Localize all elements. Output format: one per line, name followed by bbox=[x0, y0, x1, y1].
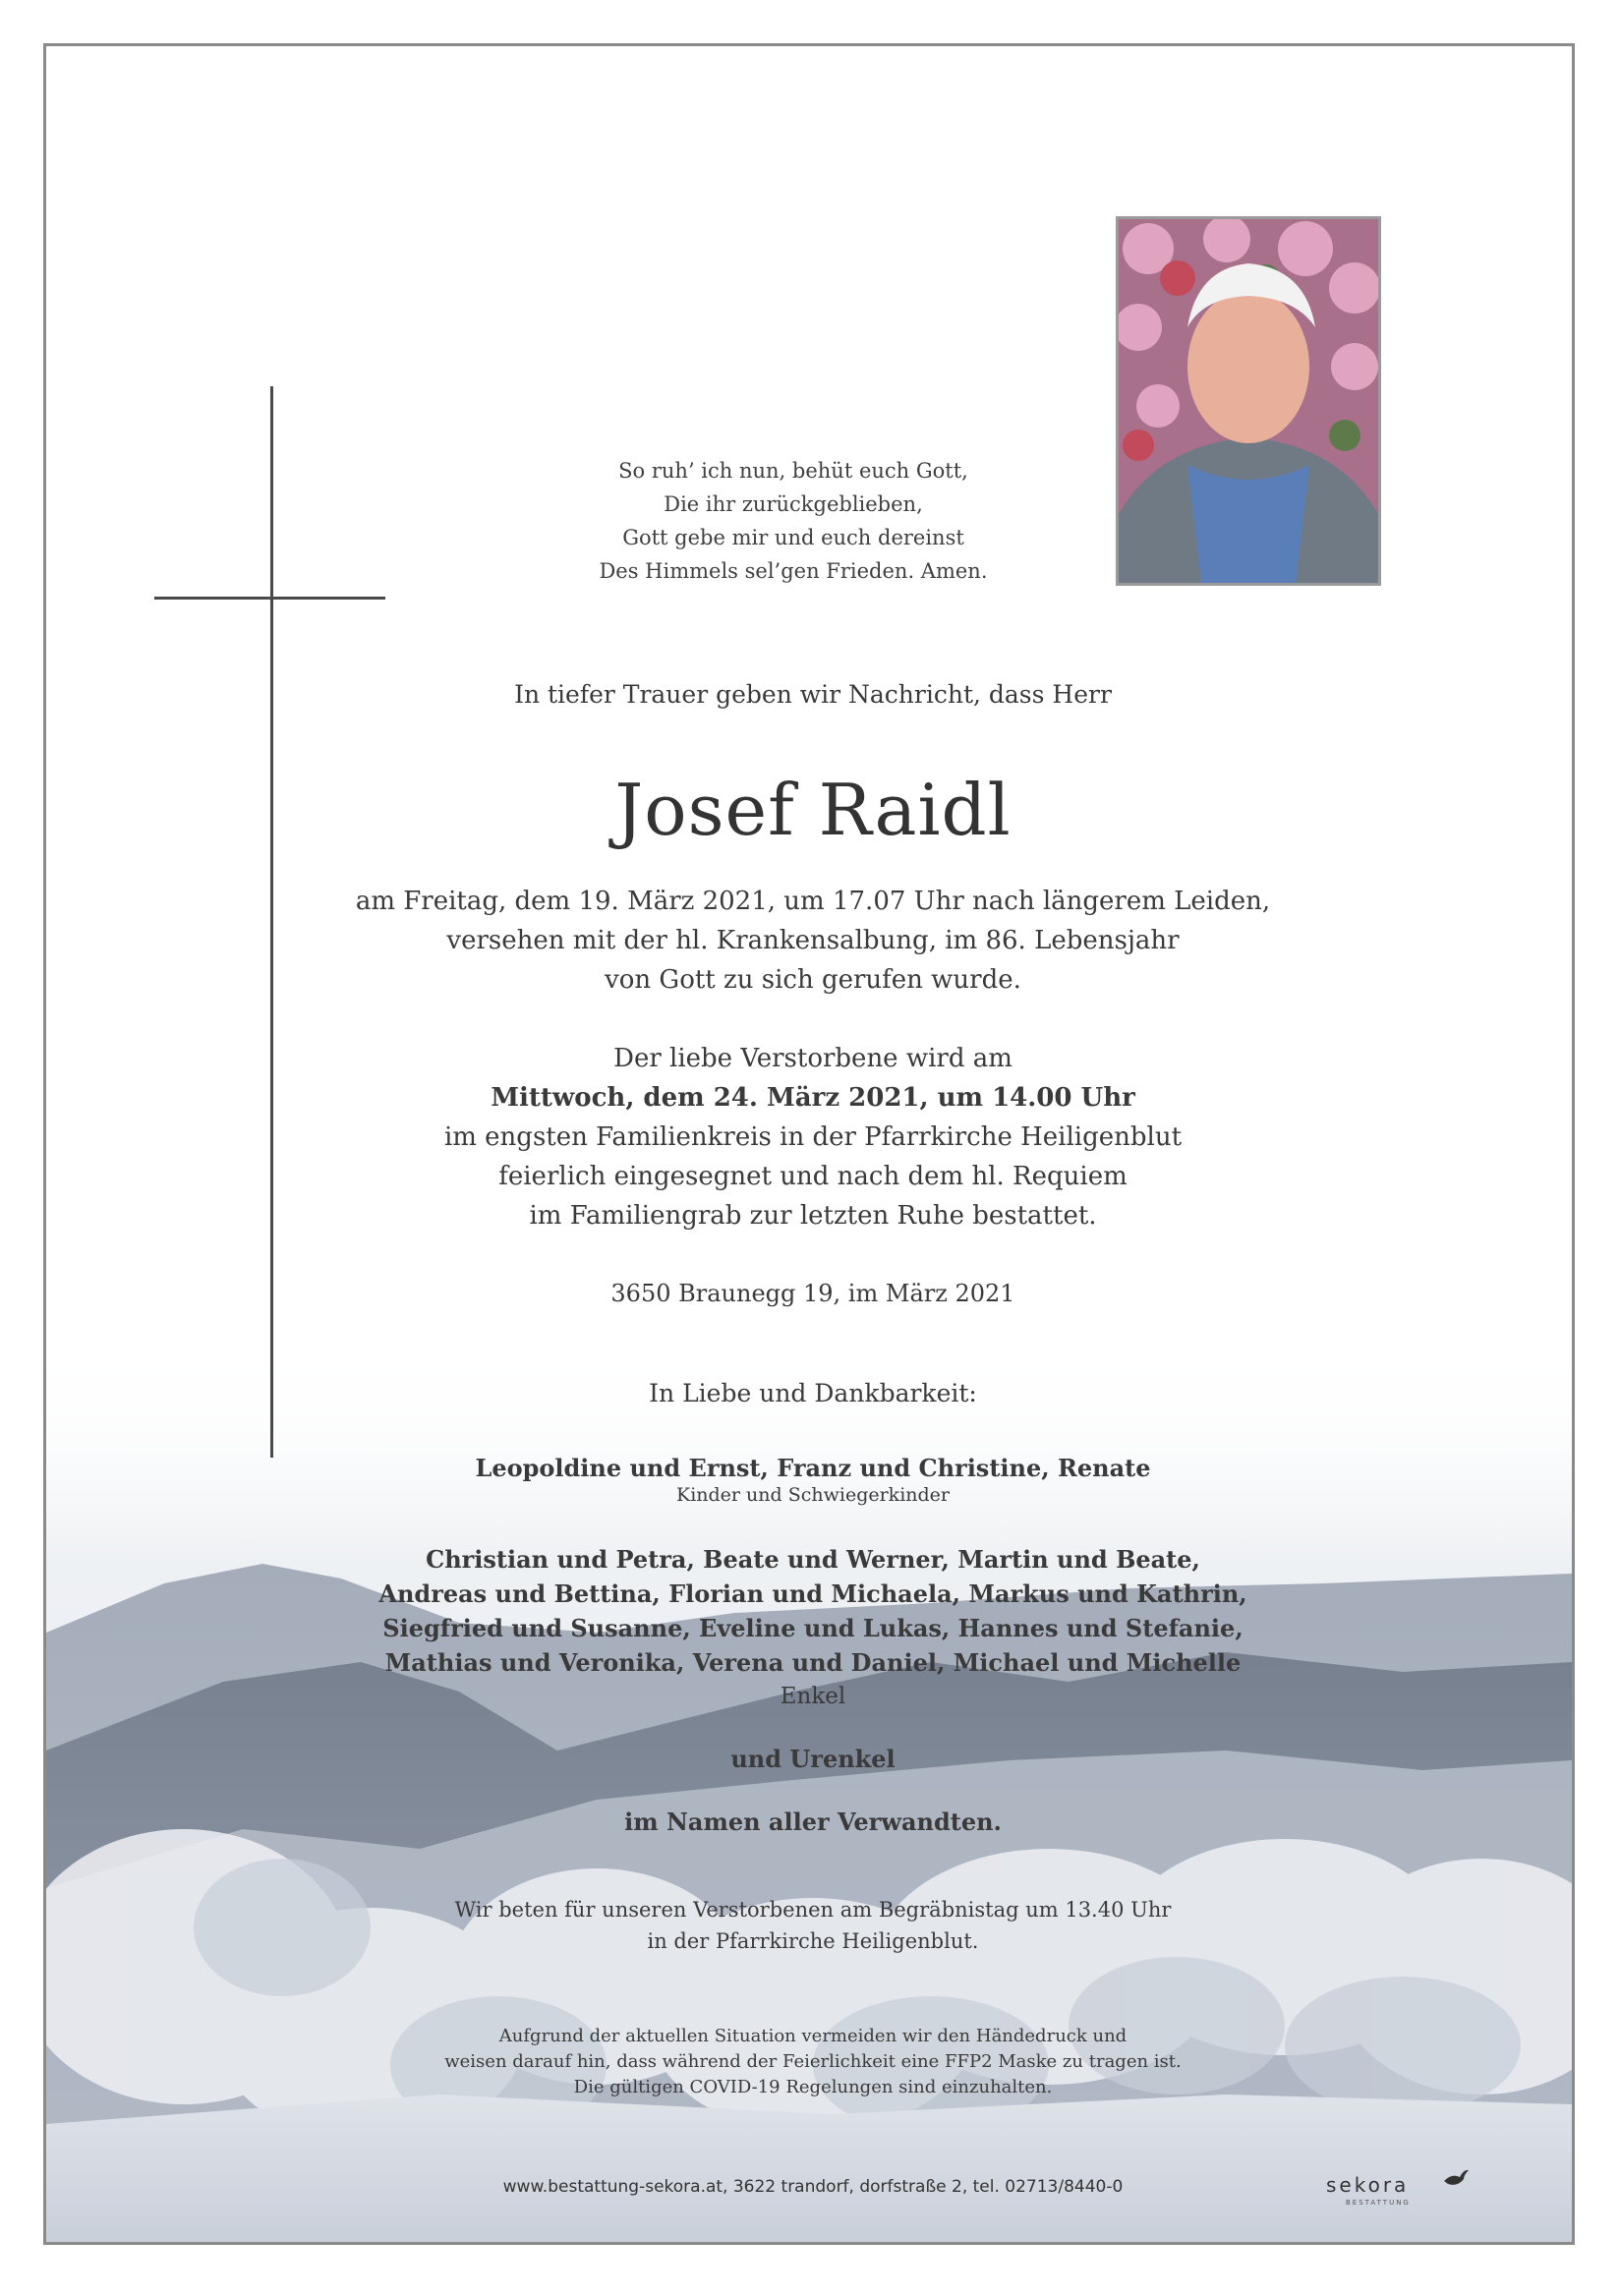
children-names: Leopoldine und Ernst, Franz und Christine, Renate bbox=[475, 1454, 1151, 1482]
passing-notice bbox=[46, 882, 1575, 1000]
grandchildren-line: Siegfried und Susanne, Eveline und Lukas, Hannes und Stefanie, bbox=[382, 1614, 1244, 1642]
funeral-line: Der liebe Verstorbene wird am bbox=[613, 1044, 1012, 1073]
passing-line: versehen mit der hl. Krankensalbung, im 86. Lebensjahr bbox=[446, 926, 1180, 955]
bird-icon bbox=[1442, 2167, 1470, 2189]
poem-line: Die ihr zurückgeblieben, bbox=[664, 492, 923, 516]
passing-line: von Gott zu sich gerufen wurde. bbox=[605, 965, 1021, 995]
funeral-line: feierlich eingesegnet und nach dem hl. Requiem bbox=[498, 1162, 1128, 1191]
covid-notice bbox=[46, 2024, 1575, 2100]
cross-horizontal-bar bbox=[154, 597, 385, 600]
prayer-line: in der Pfarrkirche Heiligenblut. bbox=[647, 1929, 979, 1953]
covid-line: Aufgrund der aktuellen Situation vermeiden wir den Händedruck und bbox=[498, 2026, 1128, 2046]
relatives-line: im Namen aller Verwandten. bbox=[624, 1808, 1002, 1836]
portrait-photo bbox=[1116, 216, 1381, 586]
sekora-logo-sub: BESTATTUNG bbox=[1346, 2199, 1411, 2207]
poem-line: Gott gebe mir und euch dereinst bbox=[622, 526, 964, 549]
grandchildren-line: Andreas und Bettina, Florian und Michaela, Markus und Kathrin, bbox=[378, 1579, 1247, 1608]
grandchildren-block bbox=[46, 1542, 1575, 1714]
poem-line: So ruh’ ich nun, behüt euch Gott, bbox=[618, 459, 968, 483]
thanks-heading: In Liebe und Dankbarkeit: bbox=[649, 1379, 977, 1407]
grandchildren-line: Mathias und Veronika, Verena und Daniel, Michael und Michelle bbox=[384, 1648, 1242, 1677]
funeral-line: im Familiengrab zur letzten Ruhe bestattet. bbox=[529, 1201, 1097, 1231]
poem-line: Des Himmels sel’gen Frieden. Amen. bbox=[599, 559, 988, 583]
funeral-date: Mittwoch, dem 24. März 2021, um 14.00 Uhr bbox=[491, 1083, 1135, 1113]
deceased-name: Josef Raidl bbox=[614, 769, 1012, 851]
intro-text: In tiefer Trauer geben wir Nachricht, dass Herr bbox=[514, 680, 1112, 709]
grandchildren-line: Christian und Petra, Beate und Werner, Martin und Beate, bbox=[426, 1545, 1200, 1574]
poem bbox=[518, 454, 1069, 588]
children-block bbox=[46, 1454, 1575, 1507]
passing-line: am Freitag, dem 19. März 2021, um 17.07 Uhr nach längerem Leiden, bbox=[355, 887, 1271, 916]
sekora-logo: sekora bbox=[1326, 2173, 1410, 2197]
place-date: 3650 Braunegg 19, im März 2021 bbox=[610, 1280, 1015, 1307]
footer-contact: www.bestattung-sekora.at, 3622 trandorf, dorfstraße 2, tel. 02713/8440-0 bbox=[502, 2177, 1124, 2197]
covid-line: Die gültigen COVID-19 Regelungen sind einzuhalten. bbox=[573, 2077, 1053, 2097]
funeral-line: im engsten Familienkreis in der Pfarrkirche Heiligenblut bbox=[443, 1122, 1183, 1152]
prayer-notice bbox=[46, 1894, 1575, 1957]
funeral-notice bbox=[46, 1039, 1575, 1235]
prayer-line: Wir beten für unseren Verstorbenen am Begräbnistag um 13.40 Uhr bbox=[454, 1898, 1172, 1922]
obituary-frame bbox=[43, 43, 1575, 2245]
great-grandchildren: und Urenkel bbox=[730, 1745, 896, 1773]
grandchildren-label: Enkel bbox=[780, 1684, 846, 1709]
covid-line: weisen darauf hin, dass während der Feierlichkeit eine FFP2 Maske zu tragen ist. bbox=[444, 2051, 1182, 2072]
children-label: Kinder und Schwiegerkinder bbox=[676, 1484, 950, 1506]
